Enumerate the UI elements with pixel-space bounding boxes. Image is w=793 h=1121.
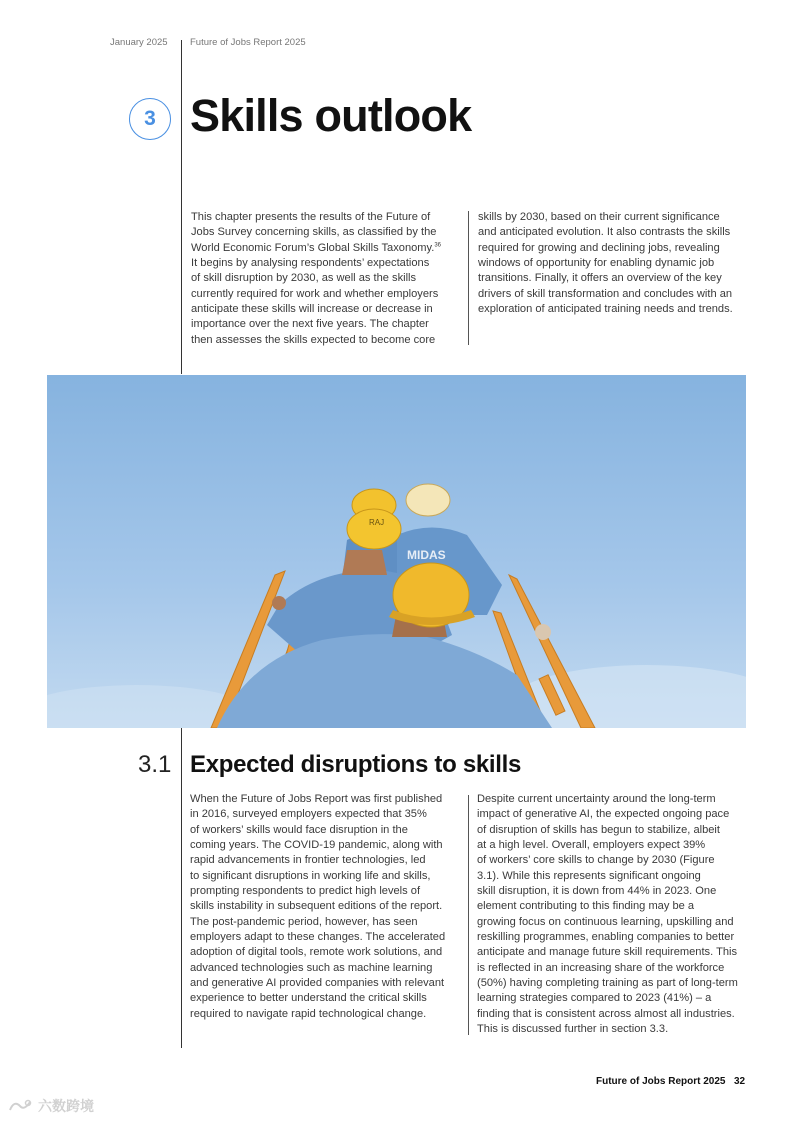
text-line: The post-pandemic period, however, has seen — [190, 915, 418, 928]
text-line: rapid advancements in frontier technologies, led — [190, 854, 426, 867]
photo-illustration — [47, 375, 746, 728]
footer-report-title: Future of Jobs Report 2025 — [596, 1076, 726, 1087]
intro-right-column — [478, 210, 733, 317]
svg-text:RAJ: RAJ — [369, 518, 385, 527]
text-line: and generative AI provided companies with relevant — [190, 977, 445, 990]
text-line: prompting respondents to predict high levels of — [190, 885, 421, 898]
text-line: anticipate these skills will increase or decrease in — [191, 303, 433, 316]
text-line: is reflected in an increasing share of the workforce — [477, 961, 725, 974]
header-report-title: Future of Jobs Report 2025 — [190, 37, 306, 48]
text-line: employers adapt to these changes. The accelerated — [190, 931, 446, 944]
text-line: of workers’ skills would face disruption in the — [190, 823, 408, 836]
column-divider — [468, 795, 469, 1035]
text-line: anticipate and manage future skill requirements. This — [477, 946, 738, 959]
text-line: skills by 2030, based on their current significance — [478, 211, 720, 223]
text-line: It begins by analysing respondents’ expectations — [191, 257, 430, 270]
text-line: advanced technologies such as machine learning — [190, 961, 433, 974]
margin-rule-bottom — [181, 728, 182, 1048]
text-line: adoption of digital tools, remote work solutions, and — [190, 946, 443, 959]
chapter-number: 3 — [144, 107, 156, 130]
text-line: Jobs Survey concerning skills, as classified by the — [191, 226, 437, 239]
svg-text:MIDAS: MIDAS — [407, 548, 446, 562]
text-line: finding that is consistent across almost all industries. — [477, 1007, 735, 1020]
section-right-column — [477, 792, 738, 1038]
header-date: January 2025 — [110, 37, 168, 48]
text-line: 3.1). While this represents significant ongoing — [477, 869, 701, 882]
section-title: Expected disruptions to skills — [190, 751, 522, 778]
text-line: required for growing and declining jobs, revealing — [478, 241, 720, 254]
watermark-text: 六数跨境 — [38, 1098, 94, 1114]
text-line: impact of generative AI, the expected ongoing pace — [477, 808, 730, 821]
text-line: transitions. Finally, it offers an overview of the key — [478, 272, 722, 285]
text-line: learning strategies compared to 2023 (41%) – a — [477, 992, 712, 1005]
text-line: This chapter presents the results of the Future of — [191, 211, 431, 223]
watermark-logo-icon — [8, 1098, 34, 1114]
text-line: to significant disruptions in working life and skills, — [190, 869, 431, 882]
intro-left-column — [191, 210, 441, 348]
text-line: experience to better understand the critical skills — [190, 992, 427, 1005]
text-line: and anticipated evolution. It also contrasts the skills — [478, 226, 731, 239]
text-line-content: World Economic Forum’s Global Skills Taxonomy. — [191, 241, 435, 254]
watermark — [8, 1096, 94, 1116]
text-line: at a high level. Overall, employers expect 39% — [477, 839, 706, 852]
text-line: then assesses the skills expected to become core — [191, 333, 436, 346]
workers-climbing-ladder-photo — [47, 375, 746, 728]
text-line: skill disruption, it is down from 44% in 2023. One — [477, 885, 717, 898]
margin-rule-top — [181, 40, 182, 374]
text-line: (50%) having completing training as part of long-term — [477, 977, 738, 990]
text-line: coming years. The COVID-19 pandemic, along with — [190, 839, 443, 852]
text-line: required to navigate rapid technological change. — [190, 1007, 427, 1020]
text-line: in 2016, surveyed employers expected that 35% — [190, 808, 427, 821]
text-line: This is discussed further in section 3.3. — [477, 1023, 669, 1036]
text-line: windows of opportunity for enabling dynamic job — [478, 257, 715, 270]
text-line: element contributing to this finding may be a — [477, 900, 695, 913]
footnote-ref[interactable]: 36 — [434, 242, 442, 248]
text-line: of disruption of skills has begun to stabilize, albeit — [477, 823, 720, 836]
chapter-number-badge — [129, 98, 171, 140]
text-line: When the Future of Jobs Report was first published — [190, 793, 443, 805]
text-line: currently required for work and whether employers — [191, 287, 439, 300]
text-line: drivers of skill transformation and concludes with an — [478, 287, 733, 300]
text-line: of workers’ core skills to change by 2030 (Figure — [477, 854, 715, 867]
chapter-title: Skills outlook — [190, 90, 472, 141]
page-number: 32 — [734, 1076, 746, 1087]
text-line: Despite current uncertainty around the long-term — [477, 793, 716, 805]
text-line: importance over the next five years. The chapter — [191, 318, 429, 331]
section-number: 3.1 — [138, 751, 172, 778]
section-left-column — [190, 792, 445, 1022]
text-line: growing focus on continuous learning, upskilling and — [477, 915, 734, 928]
column-divider — [468, 211, 469, 345]
text-line — [191, 241, 441, 256]
text-line: reskilling programmes, enabling companies to better — [477, 931, 735, 944]
text-line: exploration of anticipated training needs and trends. — [478, 303, 733, 316]
text-line: of skill disruption by 2030, as well as the skills — [191, 272, 417, 285]
text-line: skills instability in subsequent editions of the report. — [190, 900, 443, 913]
